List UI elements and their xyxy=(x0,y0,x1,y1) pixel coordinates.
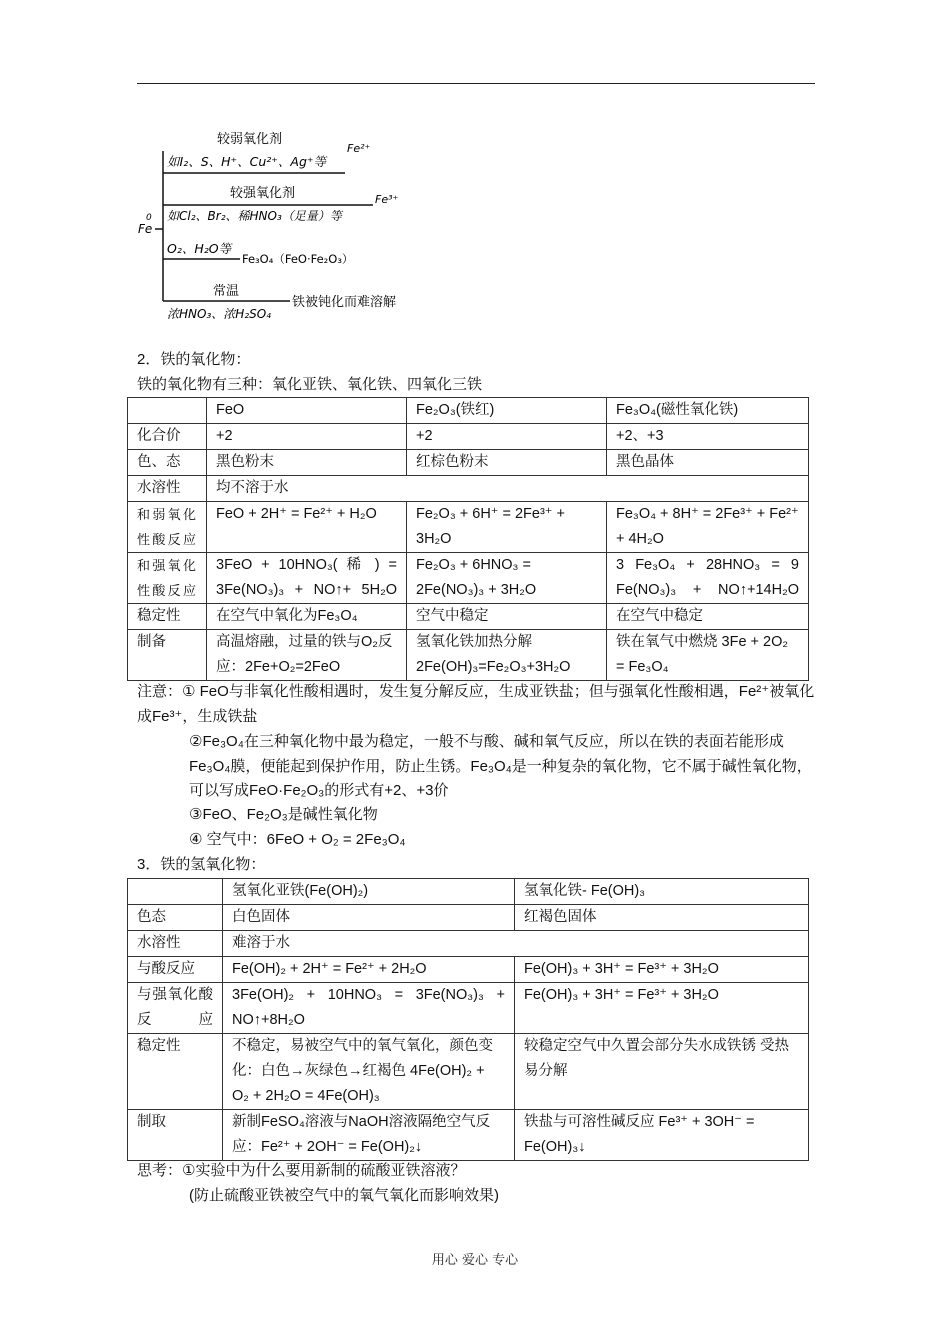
table-cell: 铁在氧气中燃烧 3Fe + 2O₂ = Fe₃O₄ xyxy=(607,630,809,681)
header-rule xyxy=(137,83,815,84)
table-cell: Fe₃O₄(磁性氧化铁) xyxy=(607,398,809,424)
table-cell: 新制FeSO₄溶液与NaOH溶液隔绝空气反应：Fe²⁺ + 2OH⁻ = Fe(OH)₂↓ xyxy=(223,1110,515,1161)
table-cell: 较稳定空气中久置会部分失水成铁锈 受热易分解 xyxy=(515,1034,809,1110)
section3-heading: 3．铁的氢氧化物： xyxy=(137,856,266,873)
table-row xyxy=(128,931,809,957)
table-row xyxy=(128,476,809,502)
hydroxides-table xyxy=(127,878,809,1161)
table-row xyxy=(128,879,809,905)
table-cell: Fe₂O₃ + 6H⁺ = 2Fe³⁺ + 3H₂O xyxy=(407,502,607,553)
table-cell: 不稳定，易被空气中的氧气氧化，颜色变化：白色→灰绿色→红褐色 4Fe(OH)₂ + O₂ + 2H₂O = 4Fe(OH)₃ xyxy=(223,1034,515,1110)
table-cell xyxy=(128,398,207,424)
table-cell: Fe(OH)₃ + 3H⁺ = Fe³⁺ + 3H₂O xyxy=(515,983,809,1034)
diagram-branch3-product: Fe₃O₄（FeO·Fe₂O₃） xyxy=(242,252,354,266)
table-cell: 色、态 xyxy=(128,450,207,476)
table-cell: 在空气中稳定 xyxy=(607,604,809,630)
table-cell: Fe(OH)₃ + 3H⁺ = Fe³⁺ + 3H₂O xyxy=(515,957,809,983)
table-cell: FeO + 2H⁺ = Fe²⁺ + H₂O xyxy=(207,502,407,553)
table-cell: 色态 xyxy=(128,905,223,931)
table-cell xyxy=(128,879,223,905)
table-cell: 水溶性 xyxy=(128,476,207,502)
table-cell: 在空气中氧化为Fe₃O₄ xyxy=(207,604,407,630)
table-cell: 制取 xyxy=(128,1110,223,1161)
table-cell: 3Fe(OH)₂ + 10HNO₃ = 3Fe(NO₃)₃ + NO↑+8H₂O xyxy=(223,983,515,1034)
table-row xyxy=(128,450,809,476)
table-cell: 空气中稳定 xyxy=(407,604,607,630)
table-cell: Fe₂O₃ + 6HNO₃ = 2Fe(NO₃)₃ + 3H₂O xyxy=(407,553,607,604)
table-cell: 稳定性 xyxy=(128,604,207,630)
section2-intro: 铁的氧化物有三种：氧化亚铁、氧化铁、四氧化三铁 xyxy=(137,376,483,393)
page-footer: 用心 爱心 专心 xyxy=(431,1253,519,1268)
note-4: ④ 空气中：6FeO + O₂ = 2Fe₃O₄ xyxy=(189,831,406,848)
table-cell: +2 xyxy=(407,424,607,450)
diagram-branch1-above: 较弱氧化剂 xyxy=(217,132,283,147)
table-row xyxy=(128,424,809,450)
think-answer: (防止硫酸亚铁被空气中的氧气氧化而影响效果) xyxy=(189,1187,499,1204)
table-row xyxy=(128,553,809,604)
oxides-table xyxy=(127,397,809,681)
table-row xyxy=(128,905,809,931)
diagram-branch1-product: Fe²⁺ xyxy=(347,142,371,155)
diagram-branch4-above: 常温 xyxy=(213,284,240,299)
table-row xyxy=(128,957,809,983)
table-row xyxy=(128,630,809,681)
table-cell: Fe₃O₄ + 8H⁺ = 2Fe³⁺ + Fe²⁺ + 4H₂O xyxy=(607,502,809,553)
table-cell: 黑色粉末 xyxy=(207,450,407,476)
table-row xyxy=(128,502,809,553)
table-cell: 难溶于水 xyxy=(223,931,809,957)
table-cell: 3 Fe₃O₄ + 28HNO₃ = 9 Fe(NO₃)₃ + NO↑+14H₂O xyxy=(607,553,809,604)
table-cell: +2 xyxy=(207,424,407,450)
table-cell: +2、+3 xyxy=(607,424,809,450)
table-cell: 与强氧化酸反应 xyxy=(128,983,223,1034)
diagram-branch1-below: 如I₂、S、H⁺、Cu²⁺、Ag⁺等 xyxy=(167,154,326,169)
diagram-branch4-product: 铁被钝化而难溶解 xyxy=(292,295,397,310)
table-cell: 氢氧化亚铁(Fe(OH)₂) xyxy=(223,879,515,905)
note-3: ③FeO、Fe₂O₃是碱性氧化物 xyxy=(189,806,378,823)
table-cell: 和强氧化性酸反应 xyxy=(128,553,207,604)
table-cell: 红棕色粉末 xyxy=(407,450,607,476)
table-cell: 氢氧化铁- Fe(OH)₃ xyxy=(515,879,809,905)
section2-heading: 2．铁的氧化物： xyxy=(137,351,251,368)
table-cell: 红褐色固体 xyxy=(515,905,809,931)
table-cell: Fe₂O₃(铁红) xyxy=(407,398,607,424)
table-cell: Fe(OH)₂ + 2H⁺ = Fe²⁺ + 2H₂O xyxy=(223,957,515,983)
table-cell: 氢氧化铁加热分解 2Fe(OH)₃=Fe₂O₃+3H₂O xyxy=(407,630,607,681)
diagram-fe-label: Fe xyxy=(138,222,153,236)
table-cell: 稳定性 xyxy=(128,1034,223,1110)
note-1: 注意：① FeO与非氧化性酸相遇时，发生复分解反应，生成亚铁盐；但与强氧化性酸相遇，Fe²⁺被氧化成Fe³⁺，生成铁盐 xyxy=(137,683,815,725)
table-cell: 高温熔融，过量的铁与O₂反应：2Fe+O₂=2FeO xyxy=(207,630,407,681)
table-cell: 水溶性 xyxy=(128,931,223,957)
diagram-branch2-product: Fe³⁺ xyxy=(375,193,399,206)
table-cell: 白色固体 xyxy=(223,905,515,931)
table-cell: 均不溶于水 xyxy=(207,476,809,502)
diagram-branch3-above: O₂、H₂O等 xyxy=(167,241,232,256)
table-cell: 和弱氧化性酸反应 xyxy=(128,502,207,553)
diagram-branch2-below: 如Cl₂、Br₂、稀HNO₃（足量）等 xyxy=(167,209,342,223)
table-row xyxy=(128,1110,809,1161)
table-cell: 制备 xyxy=(128,630,207,681)
note-2: ②Fe₃O₄在三种氧化物中最为稳定，一般不与酸、碱和氧气反应，所以在铁的表面若能形成Fe₃O₄膜，便能起到保护作用，防止生锈。Fe₃O₄是一种复杂的氧化物，它不属于碱性氧化物，可以写成FeO·Fe₂O₃的形式有+2、+3价 xyxy=(189,733,812,799)
table-cell: 铁盐与可溶性碱反应 Fe³⁺ + 3OH⁻ = Fe(OH)₃↓ xyxy=(515,1110,809,1161)
table-cell: FeO xyxy=(207,398,407,424)
table-row xyxy=(128,1034,809,1110)
table-cell: 与酸反应 xyxy=(128,957,223,983)
diagram-branch2-above: 较强氧化剂 xyxy=(230,186,296,201)
diagram-fe-sup: 0 xyxy=(146,213,152,223)
table-row xyxy=(128,398,809,424)
diagram-branch4-below: 浓HNO₃、浓H₂SO₄ xyxy=(167,307,271,321)
table-cell: 化合价 xyxy=(128,424,207,450)
iron-reaction-diagram xyxy=(135,125,425,330)
table-cell: 3FeO + 10HNO₃( 稀 ) = 3Fe(NO₃)₃ + NO↑+ 5H₂O xyxy=(207,553,407,604)
table-row xyxy=(128,983,809,1034)
table-cell: 黑色晶体 xyxy=(607,450,809,476)
think-question: 思考：①实验中为什么要用新制的硫酸亚铁溶液？ xyxy=(137,1162,466,1179)
table-row xyxy=(128,604,809,630)
